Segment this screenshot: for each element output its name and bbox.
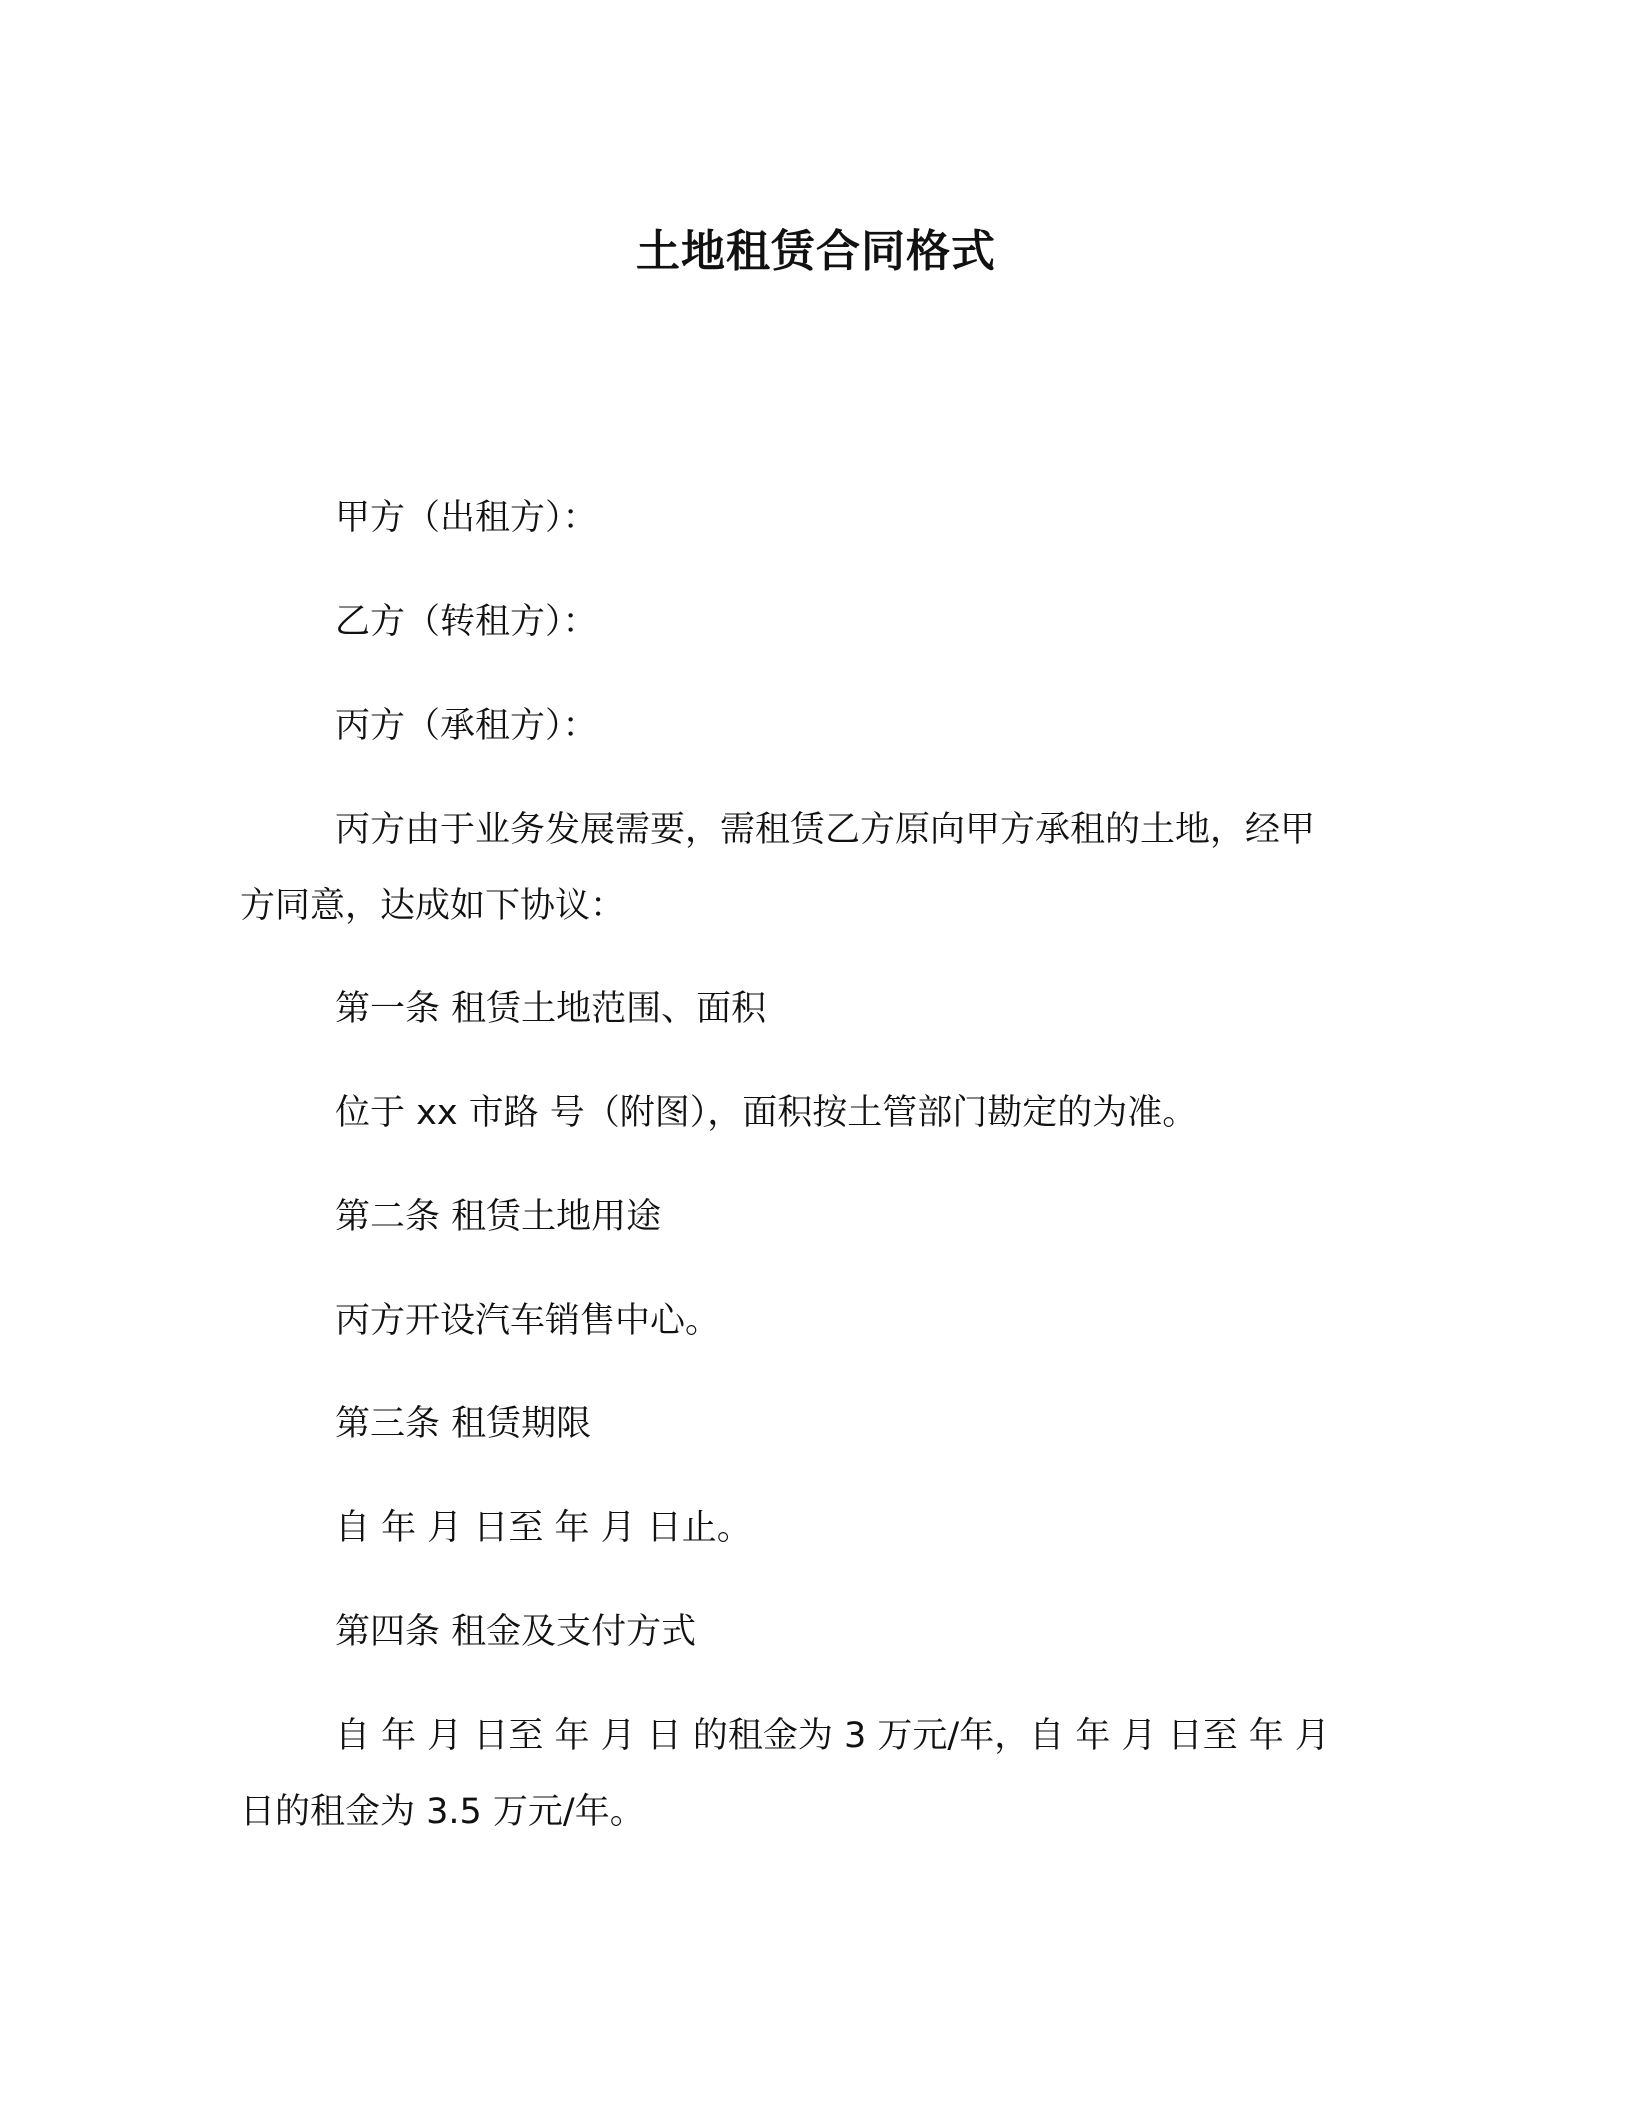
party-c-line: 丙方（承租方）： (335, 706, 598, 746)
article-4-body-line-1: 自 年 月 日至 年 月 日 的租金为 3 万元/年，自 年 月 日至 年 月 (335, 1716, 1330, 1756)
party-a-line: 甲方（出租方）： (335, 498, 598, 538)
article-3-body: 自 年 月 日至 年 月 日止。 (335, 1508, 752, 1548)
article-1-body: 位于 xx 市路 号（附图），面积按土管部门勘定的为准。 (335, 1093, 1198, 1133)
article-2-body: 丙方开设汽车销售中心。 (335, 1301, 721, 1341)
article-3-heading: 第三条 租赁期限 (335, 1404, 592, 1444)
article-1-heading: 第一条 租赁土地范围、面积 (335, 989, 767, 1029)
intro-paragraph-line-1: 丙方由于业务发展需要，需租赁乙方原向甲方承租的土地，经甲 (335, 810, 1316, 850)
article-2-heading: 第二条 租赁土地用途 (335, 1197, 662, 1237)
article-4-heading: 第四条 租金及支付方式 (335, 1612, 697, 1652)
intro-paragraph-line-2: 方同意，达成如下协议： (240, 886, 626, 926)
article-4-body-line-2: 日的租金为 3.5 万元/年。 (240, 1792, 645, 1832)
party-b-line: 乙方（转租方）： (335, 602, 598, 642)
document-title: 土地租赁合同格式 (636, 226, 996, 277)
